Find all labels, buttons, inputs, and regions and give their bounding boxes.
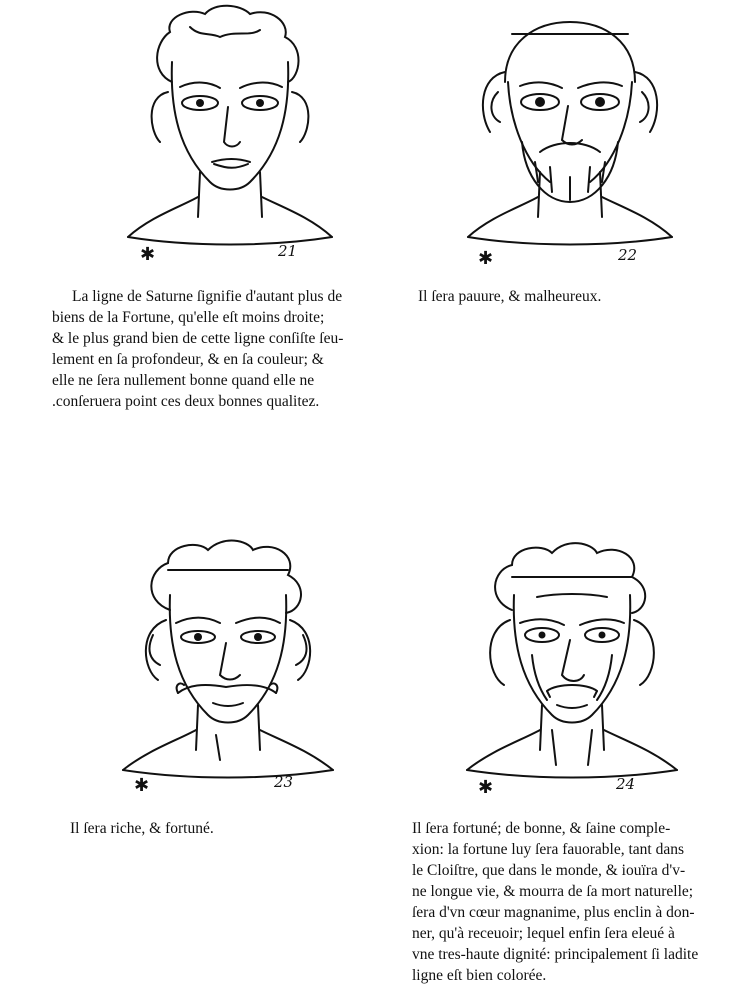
figure-24	[452, 535, 692, 798]
caption-figure-24	[412, 818, 722, 986]
star-marker-22: ✱	[478, 248, 494, 269]
caption-24-line: Il ſera fortuné; de bonne, & ſaine comple-	[412, 820, 671, 837]
caption-23-line: Il ſera riche, & fortuné.	[70, 820, 214, 837]
caption-figure-23	[70, 818, 370, 839]
caption-21-line: & le plus grand bien de cette ligne conſiſte ſeu-	[52, 330, 344, 347]
caption-24-line: ne longue vie, & mourra de ſa mort naturelle;	[412, 883, 694, 900]
figure-number-22: 22	[618, 246, 638, 264]
caption-24-line: xion: la fortune luy ſera fauorable, tant dans	[412, 841, 685, 858]
figure-number-23: 23	[274, 773, 294, 791]
face-23-drawing	[108, 535, 348, 790]
caption-21-line: .conſeruera point ces deux bonnes qualitez.	[52, 393, 320, 410]
figure-23	[108, 535, 348, 796]
caption-24-line: vne tres-haute dignité: principalement ſi ladite	[412, 946, 699, 963]
figure-22	[450, 2, 690, 269]
caption-21-line: biens de la Fortune, qu'elle eſt moins droite;	[52, 309, 325, 326]
caption-24-line: le Cloiſtre, que dans le monde, & iouïra d'v-	[412, 862, 686, 879]
caption-21-line: lement en ſa profondeur, & en ſa couleur; &	[52, 351, 324, 368]
caption-24-line: ſera d'vn cœur magnanime, plus enclin à don-	[412, 904, 695, 921]
star-marker-23: ✱	[134, 775, 150, 796]
star-marker-24: ✱	[478, 777, 494, 798]
figure-number-21: 21	[278, 242, 298, 260]
caption-22-line: Il ſera pauure, & malheureux.	[418, 288, 602, 305]
caption-figure-21	[52, 286, 377, 412]
face-24-drawing	[452, 535, 692, 790]
caption-24-line: ligne eſt bien colorée.	[412, 967, 547, 984]
figure-number-24: 24	[616, 775, 636, 793]
caption-figure-22	[418, 286, 718, 307]
caption-24-line: ner, qu'à receuoir; lequel enfin ſera eleué à	[412, 925, 675, 942]
face-22-drawing	[450, 2, 690, 257]
star-marker-21: ✱	[140, 244, 156, 265]
figure-21	[110, 2, 350, 265]
caption-21-line: La ligne de Saturne ſignifie d'autant plus de	[72, 288, 343, 305]
caption-21-line: elle ne ſera nullement bonne quand elle ne	[52, 372, 315, 389]
face-21-drawing	[110, 2, 350, 257]
